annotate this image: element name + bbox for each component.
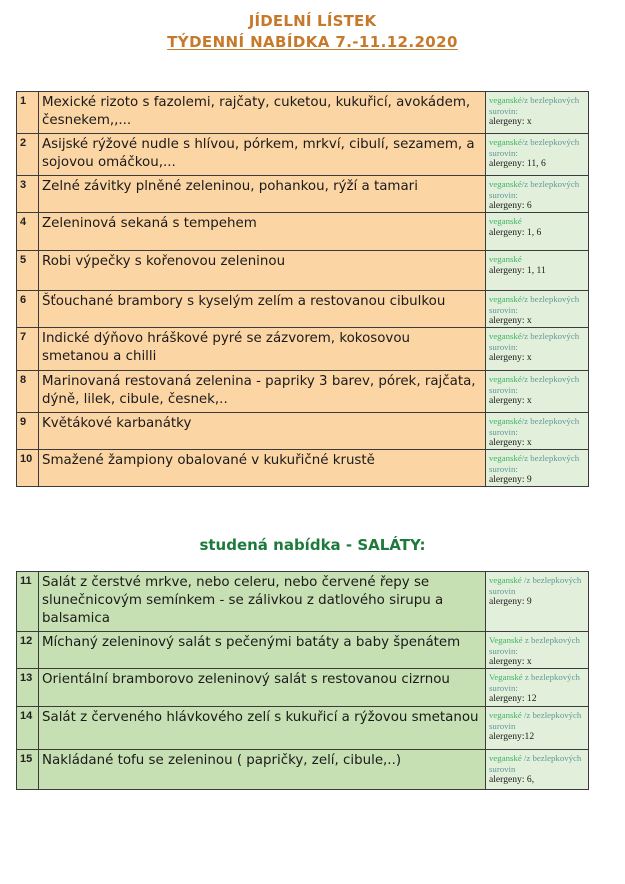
dish-info xyxy=(486,632,589,669)
dish-number: 10 xyxy=(17,450,39,487)
dish-number: 15 xyxy=(17,750,39,790)
gluten-free-label: /z bezlepkových surovin: xyxy=(489,137,580,158)
vegan-label: veganské xyxy=(489,137,522,147)
dish-number: 14 xyxy=(17,707,39,750)
vegan-label: veganské xyxy=(489,254,522,264)
vegan-label: Veganské xyxy=(489,672,523,682)
menu-title: JÍDELNÍ LÍSTEK xyxy=(248,12,377,30)
menu-row xyxy=(17,572,589,632)
menu-row xyxy=(17,413,589,450)
dish-info xyxy=(486,371,589,413)
menu-row xyxy=(17,251,589,291)
menu-row xyxy=(17,707,589,750)
allergens-label: alergeny: x xyxy=(489,656,532,667)
dish-number: 8 xyxy=(17,371,39,413)
menu-row xyxy=(17,92,589,134)
dish-number: 4 xyxy=(17,213,39,251)
dish-name: Zeleninová sekaná s tempehem xyxy=(39,213,486,251)
dish-name: Marinovaná restovaná zelenina - papriky 3 barev, pórek, rajčata, dýně, lilek, cibule, česnek,.. xyxy=(39,371,486,413)
dish-info xyxy=(486,291,589,328)
vegan-label: veganské xyxy=(489,374,522,384)
dish-name: Zelné závitky plněné zeleninou, pohankou, rýží a tamari xyxy=(39,176,486,213)
vegan-label: veganské xyxy=(489,95,522,105)
dish-info xyxy=(486,572,589,632)
menu-row xyxy=(17,134,589,176)
dish-number: 1 xyxy=(17,92,39,134)
vegan-label: veganské xyxy=(489,453,522,463)
dish-info xyxy=(486,213,589,251)
gluten-free-label: /z bezlepkových surovin: xyxy=(489,416,580,437)
gluten-free-label: /z bezlepkových surovin: xyxy=(489,95,580,116)
allergens-label: alergeny: x xyxy=(489,116,532,127)
dish-info xyxy=(486,669,589,707)
dish-info xyxy=(486,750,589,790)
vegan-label: veganské xyxy=(489,575,522,585)
menu-row xyxy=(17,669,589,707)
vegan-label: Veganské xyxy=(489,635,523,645)
allergens-label: alergeny: x xyxy=(489,315,532,326)
dish-number: 5 xyxy=(17,251,39,291)
allergens-label: alergeny:12 xyxy=(489,731,535,742)
week-subtitle: TÝDENNÍ NABÍDKA 7.-11.12.2020 xyxy=(167,33,458,51)
gluten-free-label: /z bezlepkových surovin xyxy=(489,753,582,774)
dish-info xyxy=(486,450,589,487)
gluten-free-label: /z bezlepkových surovin: xyxy=(489,453,580,474)
allergens-label: alergeny: 9 xyxy=(489,596,532,607)
dish-name: Robi výpečky s kořenovou zeleninou xyxy=(39,251,486,291)
vegan-label: veganské xyxy=(489,331,522,341)
dish-info xyxy=(486,176,589,213)
menu-row xyxy=(17,213,589,251)
dish-name: Smažené žampiony obalované v kukuřičné krustě xyxy=(39,450,486,487)
dish-name: Indické dýňovo hráškové pyré se zázvorem, kokosovou smetanou a chilli xyxy=(39,328,486,371)
gluten-free-label: z bezlepkových surovin: xyxy=(489,635,580,656)
dish-info xyxy=(486,707,589,750)
allergens-label: alergeny: 12 xyxy=(489,693,537,704)
allergens-label: alergeny: 1, 11 xyxy=(489,264,546,276)
vegan-label: veganské xyxy=(489,294,522,304)
dish-name: Květákové karbanátky xyxy=(39,413,486,450)
allergens-label: alergeny: x xyxy=(489,437,532,448)
dish-name: Orientální bramborovo zeleninový salát s restovanou cizrnou xyxy=(39,669,486,707)
dish-number: 11 xyxy=(17,572,39,632)
dish-number: 6 xyxy=(17,291,39,328)
allergens-label: alergeny: 9 xyxy=(489,474,532,485)
dish-name: Míchaný zeleninový salát s pečenými batáty a baby špenátem xyxy=(39,632,486,669)
dish-number: 13 xyxy=(17,669,39,707)
dish-number: 7 xyxy=(17,328,39,371)
dish-name: Nakládané tofu se zeleninou ( papričky, zelí, cibule,..) xyxy=(39,750,486,790)
allergens-label: alergeny: 1, 6 xyxy=(489,226,542,238)
hot-menu-table xyxy=(16,91,589,487)
allergens-label: alergeny: x xyxy=(489,352,532,363)
allergens-label: alergeny: 6, xyxy=(489,774,535,785)
menu-row xyxy=(17,632,589,669)
dish-number: 2 xyxy=(17,134,39,176)
allergens-label: alergeny: 6 xyxy=(489,200,532,211)
menu-row xyxy=(17,371,589,413)
dish-info xyxy=(486,413,589,450)
dish-name: Asijské rýžové nudle s hlívou, pórkem, mrkví, cibulí, sezamem, a sojovou omáčkou,... xyxy=(39,134,486,176)
dish-info xyxy=(486,134,589,176)
menu-row xyxy=(17,450,589,487)
dish-info xyxy=(486,328,589,371)
vegan-label: veganské xyxy=(489,416,522,426)
salads-section-title: studená nabídka - SALÁTY: xyxy=(199,536,426,554)
gluten-free-label: /z bezlepkových surovin: xyxy=(489,374,580,395)
gluten-free-label: /z bezlepkových surovin xyxy=(489,710,582,731)
gluten-free-label: z bezlepkových surovin: xyxy=(489,672,580,693)
vegan-label: veganské xyxy=(489,753,522,763)
dish-number: 12 xyxy=(17,632,39,669)
menu-row xyxy=(17,176,589,213)
menu-row xyxy=(17,750,589,790)
vegan-label: veganské xyxy=(489,179,522,189)
allergens-label: alergeny: x xyxy=(489,395,532,406)
dish-info xyxy=(486,92,589,134)
vegan-label: veganské xyxy=(489,710,522,720)
dish-name: Mexické rizoto s fazolemi, rajčaty, cuketou, kukuřicí, avokádem, česnekem,,... xyxy=(39,92,486,134)
gluten-free-label: /z bezlepkových surovin: xyxy=(489,294,580,315)
gluten-free-label: /z bezlepkových surovin: xyxy=(489,179,580,200)
vegan-label: veganské xyxy=(489,216,522,226)
cold-menu-table xyxy=(16,571,589,790)
dish-info xyxy=(486,251,589,291)
dish-name: Šťouchané brambory s kyselým zelím a restovanou cibulkou xyxy=(39,291,486,328)
dish-name: Salát z čerstvé mrkve, nebo celeru, nebo červené řepy se slunečnicovým semínkem - se zálivkou z datlového sirupu a balsamica xyxy=(39,572,486,632)
gluten-free-label: /z bezlepkových surovin xyxy=(489,575,582,596)
menu-row xyxy=(17,291,589,328)
dish-number: 3 xyxy=(17,176,39,213)
dish-number: 9 xyxy=(17,413,39,450)
allergens-label: alergeny: 11, 6 xyxy=(489,158,546,169)
menu-row xyxy=(17,328,589,371)
dish-name: Salát z červeného hlávkového zelí s kukuřicí a rýžovou smetanou xyxy=(39,707,486,750)
gluten-free-label: /z bezlepkových surovin: xyxy=(489,331,580,352)
